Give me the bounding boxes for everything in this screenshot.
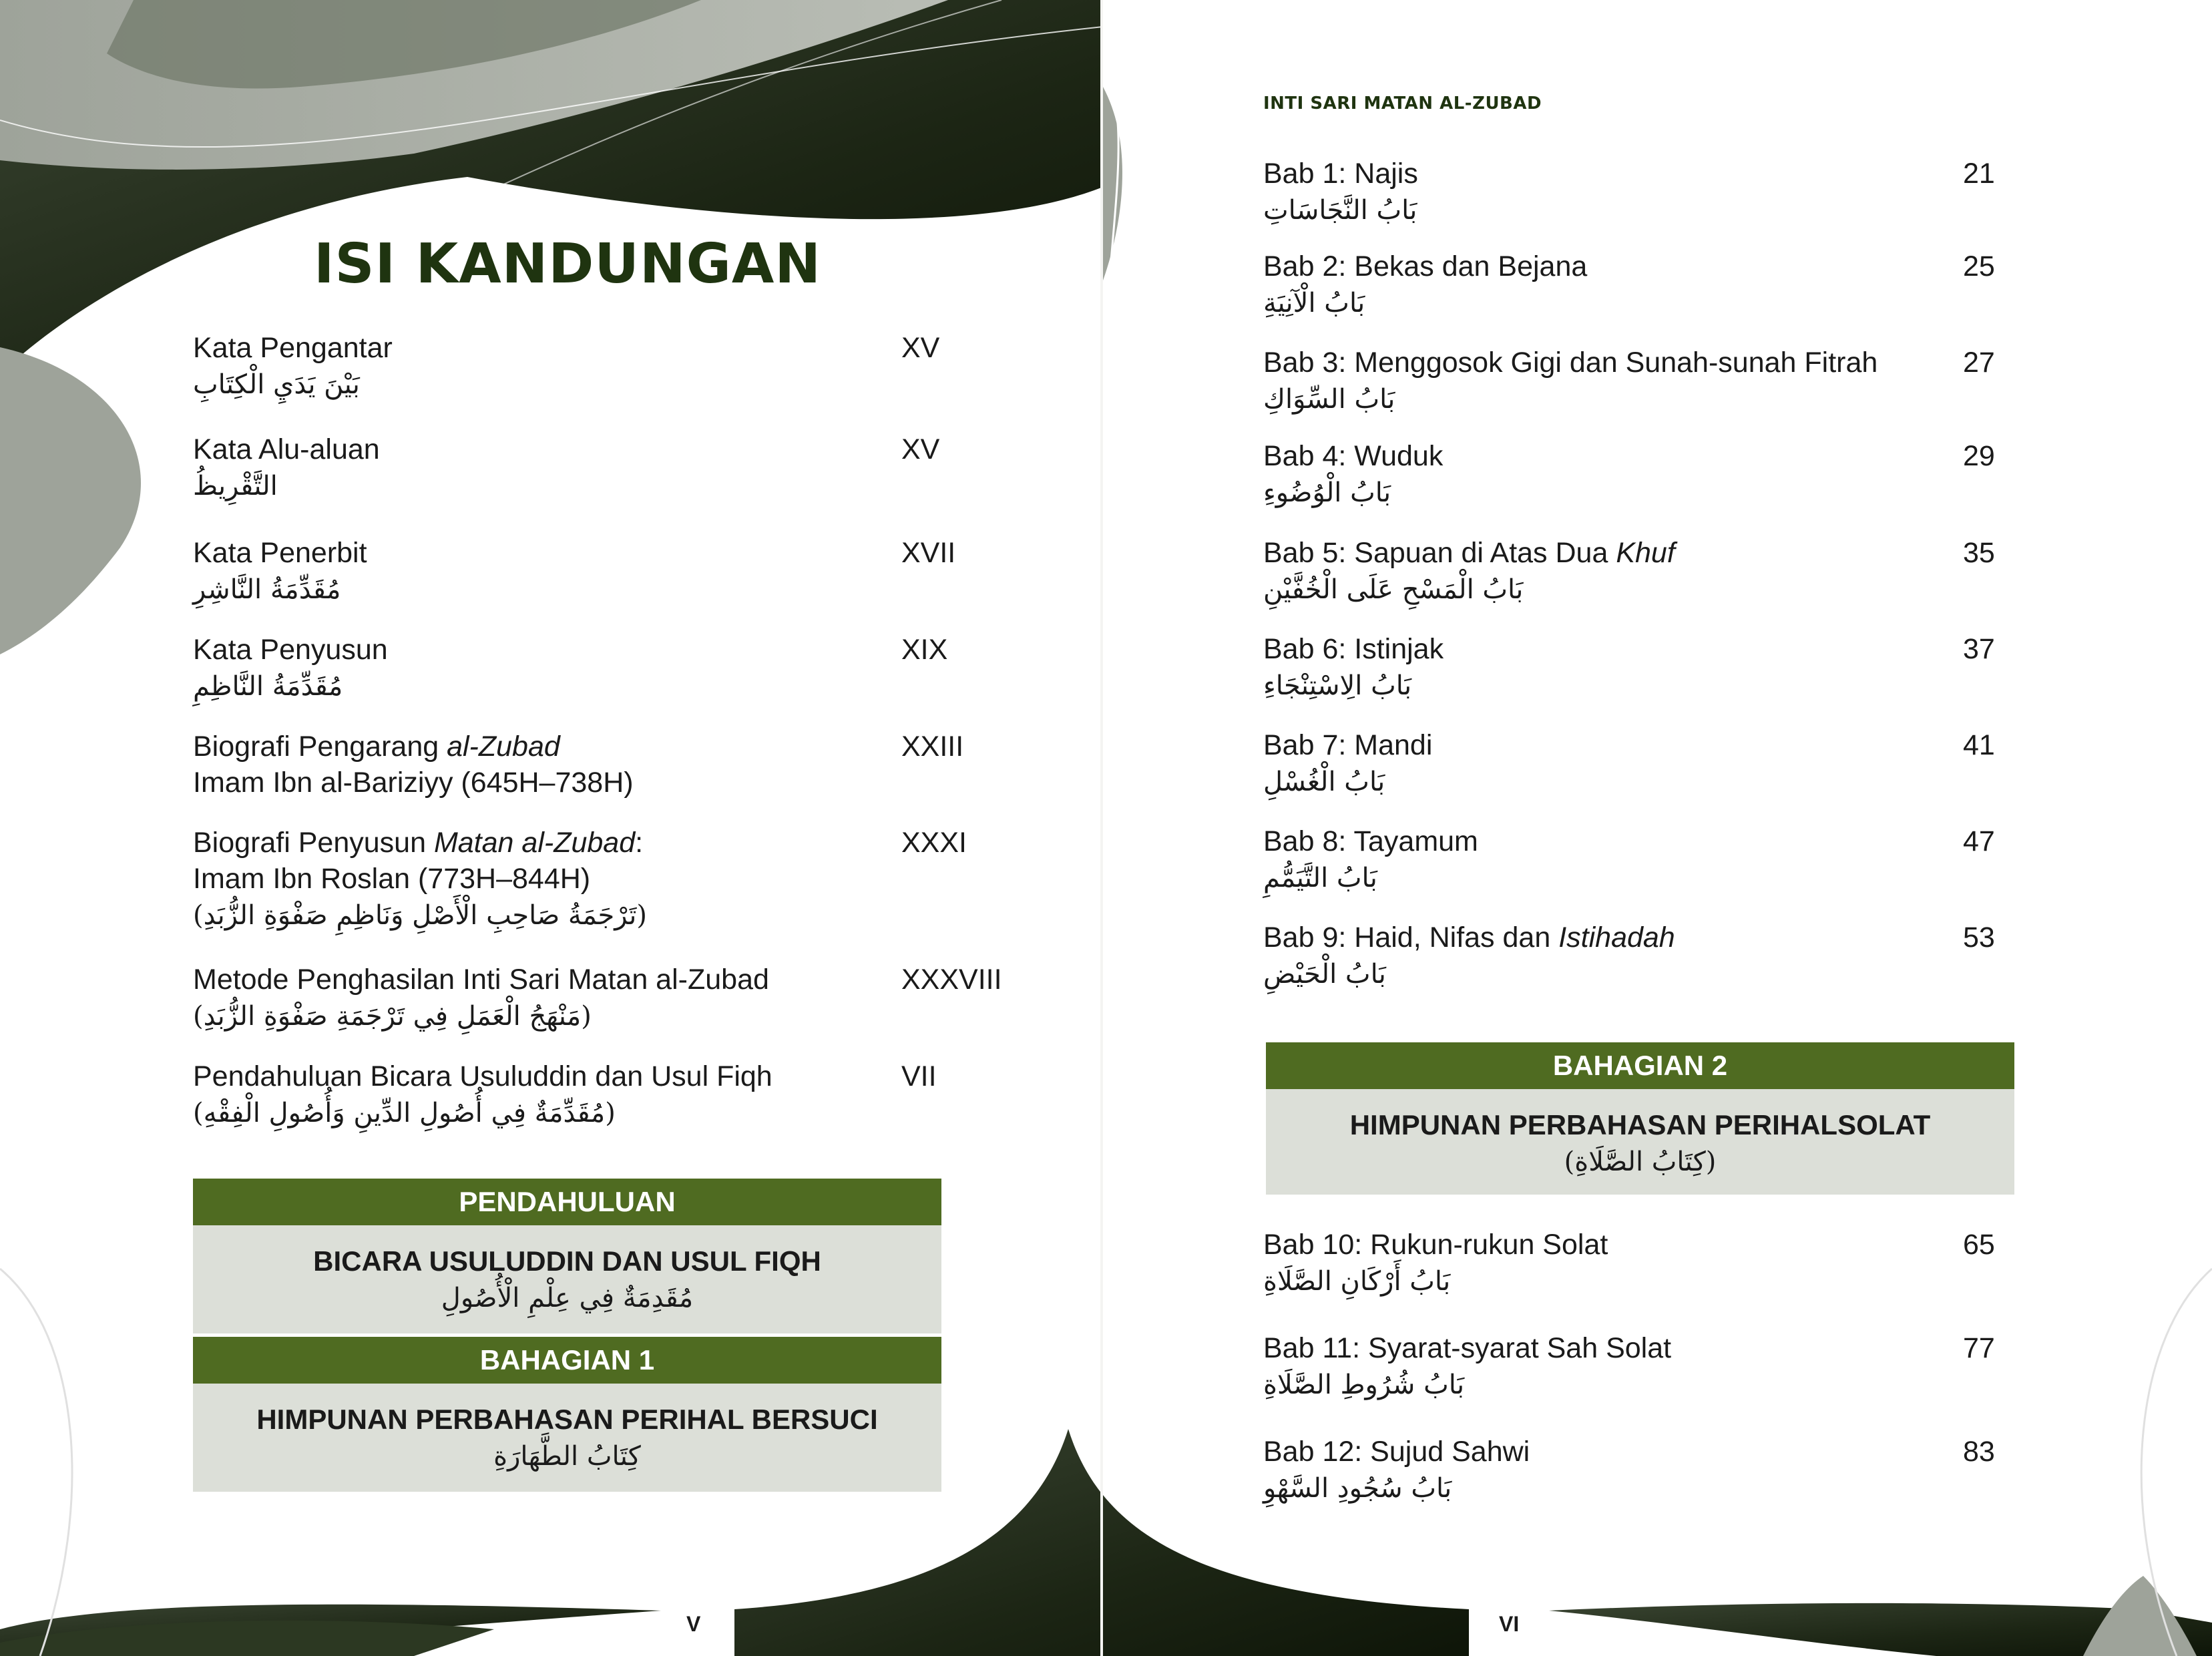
entry-arabic: بَابُ السِّوَاكِ [1263, 384, 1395, 415]
entry-arabic: بَيْنَ يَدَيِ الْكِتَابِ [193, 369, 360, 400]
entry-arabic: بَابُ الْوُضُوءِ [1263, 477, 1391, 508]
entry-arabic: مُقَدِّمَةُ النَّاظِمِ [193, 671, 343, 702]
entry-arabic: بَابُ التَّيَمُّمِ [1263, 863, 1377, 893]
entry-title: Bab 11: Syarat-syarat Sah Solat [1263, 1332, 1672, 1364]
section-bar-bahagian-2: BAHAGIAN 2 [1266, 1042, 2014, 1089]
section-box-bahagian-1 [193, 1384, 941, 1492]
section-arabic: (كِتَابُ الصَّلَاةِ) [1564, 1147, 1717, 1177]
section-box-bahagian-2 [1266, 1089, 2014, 1195]
entry-page-number: XXXI [901, 827, 967, 859]
entry-page-number: 25 [1963, 250, 1995, 282]
entry-arabic: بَابُ سُجُودِ السَّهْوِ [1263, 1473, 1452, 1504]
entry-page-number: 77 [1963, 1332, 1995, 1364]
entry-page-number: XV [901, 433, 940, 465]
entry-title: Biografi Pengarang al-Zubad [193, 731, 560, 763]
entry-arabic: بَابُ شُرُوطِ الصَّلَاةِ [1263, 1370, 1465, 1400]
entry-arabic: مُقَدِّمَةُ النَّاشِرِ [193, 574, 341, 605]
entry-page-number: 83 [1963, 1436, 1995, 1468]
entry-title: Bab 12: Sujud Sahwi [1263, 1436, 1530, 1468]
entry-page-number: XXXVIII [901, 964, 1002, 996]
section-bar-pendahuluan: PENDAHULUAN [193, 1179, 941, 1225]
entry-page-number: 53 [1963, 921, 1995, 954]
entry-page-number: 21 [1963, 158, 1995, 190]
entry-title: Bab 3: Menggosok Gigi dan Sunah-sunah Fitrah [1263, 347, 1878, 379]
running-head: INTI SARI MATAN AL-ZUBAD [1263, 93, 1542, 114]
entry-title-italic: al-Zubad [447, 731, 560, 763]
section-arabic: مُقَدِمَةٌ فِي عِلْمِ الْأُصُولِ [441, 1283, 694, 1313]
entry-subtitle: Imam Ibn Roslan (773H–844H) [193, 863, 591, 895]
entry-page-number: 27 [1963, 347, 1995, 379]
entry-arabic: (مَنْهَجُ الْعَمَلِ فِي تَرْجَمَةِ صَفْوَةِ الزُّبَدِ) [193, 1001, 592, 1032]
entry-page-number: XXIII [901, 731, 964, 763]
entry-title: Bab 7: Mandi [1263, 729, 1433, 761]
entry-title: Bab 8: Tayamum [1263, 825, 1478, 857]
entry-page-number: 41 [1963, 729, 1995, 761]
entry-title: Metode Penghasilan Inti Sari Matan al-Zubad [193, 964, 769, 996]
entry-arabic: بَابُ الِاسْتِنْجَاءِ [1263, 670, 1412, 701]
entry-title-italic: Matan al-Zubad [433, 827, 636, 859]
entry-subtitle: Imam Ibn al-Bariziyy (645H–738H) [193, 767, 634, 799]
entry-page-number: 29 [1963, 440, 1995, 472]
entry-title: Pendahuluan Bicara Usuluddin dan Usul Fiqh [193, 1060, 772, 1092]
entry-title: Bab 6: Istinjak [1263, 633, 1444, 665]
entry-arabic: التَّقْرِيظُ [193, 471, 278, 501]
entry-title: Bab 2: Bekas dan Bejana [1263, 250, 1588, 282]
right-page [1103, 0, 2212, 1656]
section-box-pendahuluan [193, 1225, 941, 1333]
page-number-folio: VI [1499, 1612, 1520, 1636]
entry-title: Kata Penyusun [193, 634, 388, 666]
entry-page-number: XVII [901, 537, 956, 569]
section-title: HIMPUNAN PERBAHASAN PERIHAL BERSUCI [256, 1404, 878, 1435]
entry-page-number: 65 [1963, 1229, 1995, 1261]
entry-title: Bab 4: Wuduk [1263, 440, 1444, 472]
entry-page-number: XIX [901, 634, 948, 666]
section-title: HIMPUNAN PERBAHASAN PERIHALSOLAT [1349, 1109, 1931, 1141]
entry-page-number: VII [901, 1060, 937, 1092]
entry-arabic: بَابُ الْمَسْحِ عَلَى الْخُفَّيْنِ [1263, 574, 1524, 605]
entry-title: Kata Pengantar [193, 332, 393, 364]
entry-arabic: بَابُ النَّجَاسَاتِ [1263, 195, 1417, 226]
entry-title-italic: Istihadah [1558, 921, 1675, 954]
section-title: BICARA USULUDDIN DAN USUL FIQH [313, 1245, 821, 1277]
entry-title: Bab 5: Sapuan di Atas Dua Khuf [1263, 537, 1675, 569]
entry-arabic: بَابُ أَرْكَانِ الصَّلَاةِ [1263, 1266, 1451, 1297]
entry-arabic: بَابُ الْآنِيَةِ [1263, 288, 1365, 319]
page-number-folio: V [686, 1612, 701, 1636]
page-title: ISI KANDUNGAN [314, 232, 821, 296]
entry-page-number: 35 [1963, 537, 1995, 569]
entry-title: Bab 10: Rukun-rukun Solat [1263, 1229, 1608, 1261]
entry-arabic: بَابُ الْغُسْلِ [1263, 767, 1385, 797]
entry-title-italic: Khuf [1616, 537, 1675, 569]
entry-title: Kata Alu-aluan [193, 433, 380, 465]
entry-arabic: (تَرْجَمَةُ صَاحِبِ الْأَصْلِ وَنَاظِمِ صَفْوَةِ الزُّبَدِ) [193, 900, 648, 931]
section-bar-bahagian-1: BAHAGIAN 1 [193, 1337, 941, 1384]
entry-page-number: 47 [1963, 825, 1995, 857]
section-arabic: كِتَابُ الطَّهَارَةِ [493, 1441, 641, 1472]
entry-arabic: بَابُ الْحَيْضِ [1263, 959, 1386, 990]
entry-page-number: XV [901, 332, 940, 364]
left-page [0, 0, 1103, 1656]
entry-title: Biografi Penyusun Matan al-Zubad: [193, 827, 644, 859]
entry-title: Bab 9: Haid, Nifas dan Istihadah [1263, 921, 1675, 954]
entry-page-number: 37 [1963, 633, 1995, 665]
entry-title: Bab 1: Najis [1263, 158, 1418, 190]
entry-title: Kata Penerbit [193, 537, 367, 569]
entry-arabic: (مُقَدِّمَةٌ فِي أُصُولِ الدِّينِ وَأُصُولِ الْفِقْهِ) [193, 1098, 616, 1128]
